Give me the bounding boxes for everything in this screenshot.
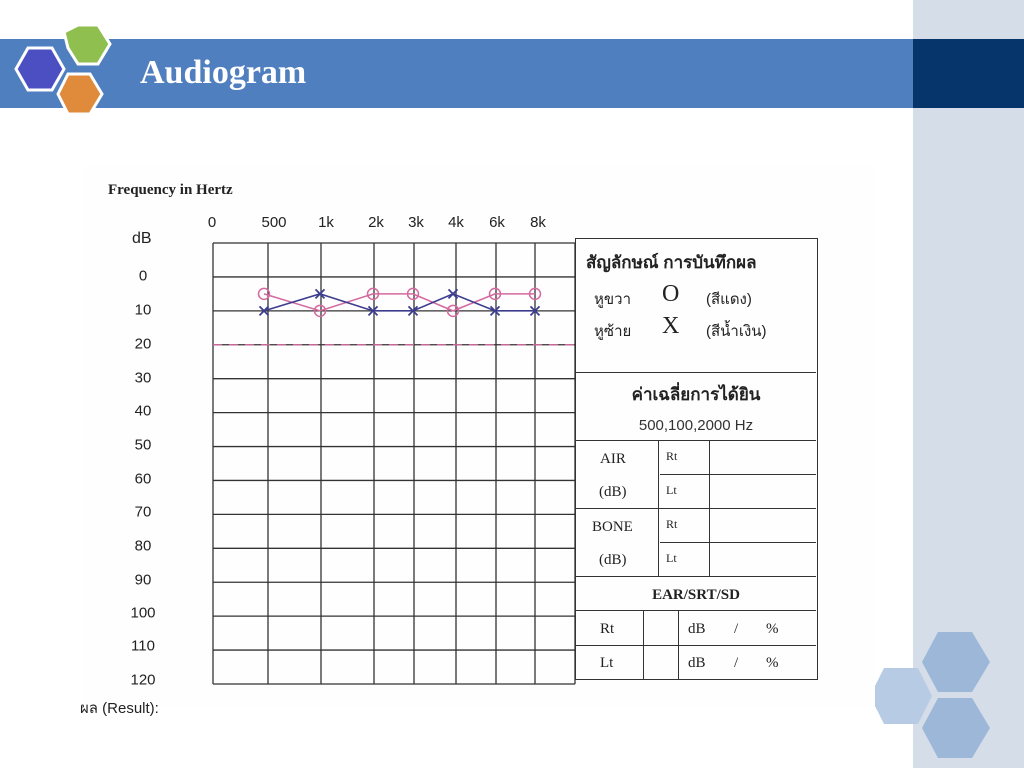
srt-rt-label: Rt (600, 621, 615, 637)
average-subtitle: 500,100,2000 Hz (638, 417, 754, 434)
bone-rt-label: Rt (666, 517, 678, 531)
db-label: 80 (134, 537, 152, 555)
right-ear-symbol: O (662, 281, 680, 307)
divider (658, 440, 659, 576)
legend-panel (575, 238, 818, 680)
divider (576, 645, 816, 646)
legend-left-ear (576, 313, 819, 343)
left-ear-color: (สีน้ำเงิน) (706, 323, 767, 340)
divider (576, 440, 816, 441)
db-label: 50 (134, 436, 152, 454)
divider (709, 440, 710, 576)
divider (643, 610, 644, 680)
db-label: 120 (130, 671, 156, 689)
frequency-label: 0 (207, 214, 217, 231)
left-ear-marker (316, 289, 325, 298)
srt-rt-percent: % (766, 621, 779, 637)
air-lt-label: Lt (666, 483, 677, 497)
db-label: 90 (134, 571, 152, 589)
frequency-label: 3k (408, 214, 424, 231)
average-title: ค่าเฉลี่ยการได้ยิน (631, 385, 761, 404)
srt-lt-db: dB (688, 655, 706, 671)
hexagon-decoration-icon (866, 628, 996, 760)
divider (576, 372, 816, 373)
divider (576, 610, 816, 611)
db-label: 100 (130, 604, 156, 622)
right-ear-label: หูขวา (594, 291, 631, 308)
srt-lt-label: Lt (600, 655, 614, 671)
legend-right-ear (576, 281, 819, 311)
frequency-label: 2k (368, 214, 384, 231)
srt-lt-percent: % (766, 655, 779, 671)
divider (660, 542, 816, 543)
db-axis-title: dB (132, 230, 152, 247)
legend-title: สัญลักษณ์ การบันทึกผล (586, 253, 757, 272)
db-label: 110 (131, 637, 155, 655)
title-bar-accent (913, 39, 1024, 108)
db-label: 60 (134, 470, 152, 488)
left-ear-symbol: X (662, 313, 680, 339)
frequency-label: 500 (261, 214, 287, 231)
divider (576, 576, 816, 577)
right-ear-color: (สีแดง) (706, 291, 752, 308)
air-rt-label: Rt (666, 449, 678, 463)
result-label: ผล (Result): (80, 700, 159, 717)
hexagon-logo-icon (12, 22, 122, 122)
divider (678, 610, 679, 680)
audiogram-form (80, 166, 875, 717)
frequency-label: 1k (318, 214, 334, 231)
frequency-label: 8k (530, 214, 546, 231)
divider (660, 474, 816, 475)
left-ear-label: หูซ้าย (594, 323, 632, 340)
title-bar (0, 39, 913, 108)
srt-rt-db: dB (688, 621, 706, 637)
db-label: 40 (134, 402, 152, 420)
left-ear-line (264, 294, 535, 311)
frequency-title: Frequency in Hertz (108, 182, 233, 198)
db-label: 20 (134, 335, 152, 353)
slide-title: Audiogram (140, 54, 307, 91)
db-label: 30 (134, 369, 152, 387)
right-ear-line (264, 294, 535, 311)
srt-title: EAR/SRT/SD (652, 587, 740, 603)
db-label: 10 (134, 301, 152, 319)
bone-unit: (dB) (599, 552, 627, 568)
srt-rt-slash: / (734, 621, 739, 637)
frequency-label: 6k (489, 214, 505, 231)
bone-label: BONE (592, 519, 633, 535)
db-label: 70 (134, 503, 152, 521)
air-unit: (dB) (599, 484, 627, 500)
frequency-label: 4k (448, 214, 464, 231)
divider (576, 508, 816, 509)
srt-lt-slash: / (734, 655, 739, 671)
bone-lt-label: Lt (666, 551, 677, 565)
db-label: 0 (138, 267, 148, 285)
air-label: AIR (600, 451, 626, 467)
